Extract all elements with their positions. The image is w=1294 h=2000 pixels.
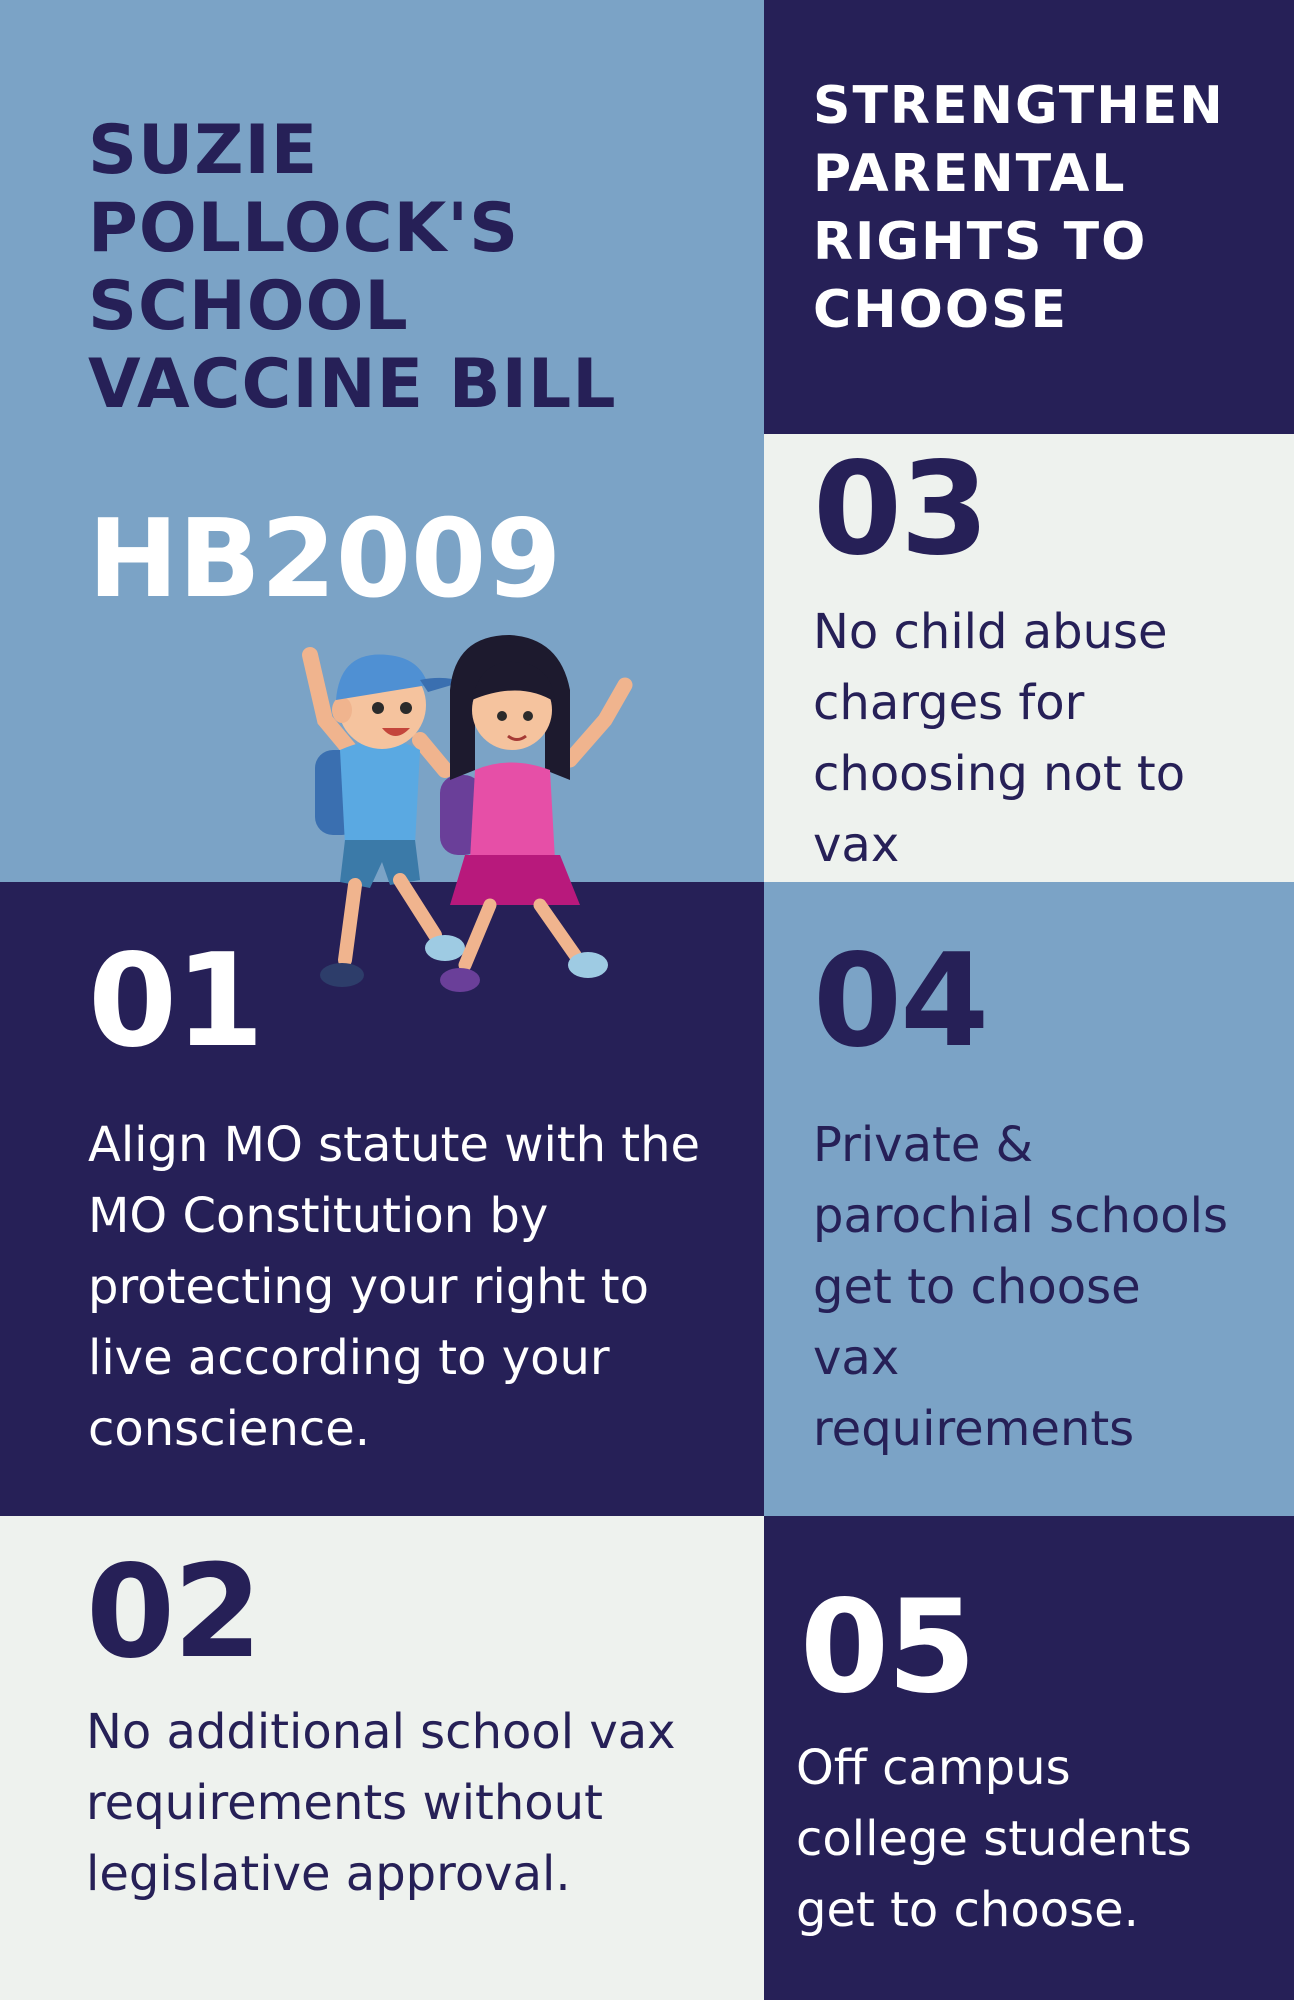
point-number: 04 <box>813 927 988 1076</box>
right-heading: STRENGTHEN PARENTAL RIGHTS TO CHOOSE <box>813 76 1225 340</box>
point-text: Private & parochial schools get to choose vax requirements <box>813 1117 1228 1457</box>
point-text: No additional school vax requirements without legislative approval. <box>86 1704 676 1902</box>
point-number: 01 <box>88 927 263 1076</box>
kids-illustration <box>270 630 690 1030</box>
point-number: 03 <box>813 435 988 584</box>
point-text: Off campus college students get to choose. <box>796 1740 1192 1938</box>
point-text: No child abuse charges for choosing not to vax <box>813 604 1186 873</box>
point-text: Align MO statute with the MO Constitution by protecting your right to live according to your conscience. <box>88 1117 701 1457</box>
page-title: SUZIE POLLOCK'S SCHOOL VACCINE BILL <box>88 111 617 424</box>
point-number: 05 <box>800 1573 975 1722</box>
girl-figure <box>440 635 625 992</box>
point-number: 02 <box>86 1538 261 1687</box>
bill-number: HB2009 <box>88 497 562 622</box>
